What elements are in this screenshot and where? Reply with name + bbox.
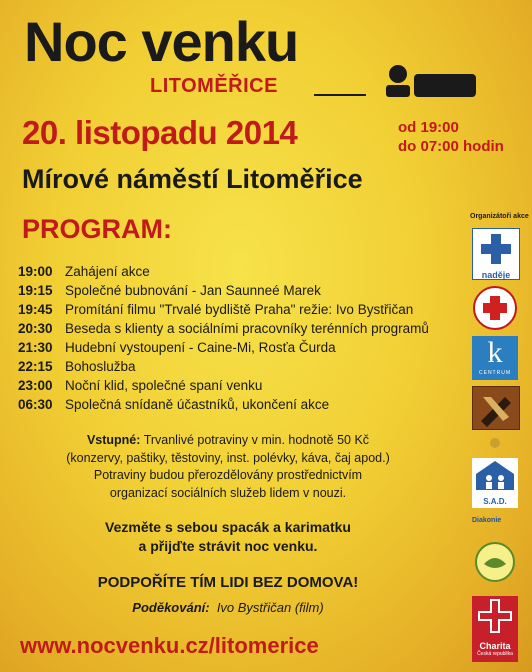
schedule-row [18,300,429,319]
event-times [398,118,504,156]
admission-label: Vstupné: [86,433,141,447]
admission-info [28,432,428,502]
event-title: Noc venku [24,10,299,73]
schedule-text: Noční klid, společné spaní venku [65,378,263,393]
charita-sub-label: Česká republika [477,651,513,657]
schedule-row [18,338,429,357]
sad-logo [472,458,518,508]
admission-line-4: organizací sociálních služeb lidem v nouzi. [109,485,347,500]
charita-label: Charita [479,641,511,651]
schedule-text: Beseda s klienty a sociálními pracovníky terénních programů [65,321,429,336]
city-name: LITOMĚŘICE [150,75,278,97]
nadeje-logo [472,228,520,280]
centrum-label: CENTRUM [479,370,511,376]
event-date: 20. listopadu 2014 [22,114,298,151]
nadeje-label: naděje [481,270,511,280]
schedule-text: Bohoslužba [65,359,136,374]
schedule-time: 19:45 [18,302,53,317]
time-from: od 19:00 [398,119,459,136]
schedule-time: 19:15 [18,283,53,298]
schedule-time: 06:30 [18,397,53,412]
schedule-row [18,319,429,338]
program-heading: PROGRAM: [22,214,172,244]
schedule-row [18,281,429,300]
support-slogan: PODPOŘÍTE TÍM LIDI BEZ DOMOVA! [97,574,359,591]
organizers-title: Organizátoři akce [470,213,529,220]
schedule-row [18,357,429,376]
schedule-time: 23:00 [18,378,53,393]
hammer-icon [473,387,519,429]
red-cross-logo [472,285,518,331]
bring-note [28,518,428,556]
schedule-time: 22:15 [18,359,53,374]
sleeping-person-icon [384,64,478,98]
schedule-time: 19:00 [18,264,53,279]
cross-icon [473,229,519,267]
red-cross-icon [472,285,518,331]
centrum-logo: k CENTRUM [472,336,518,380]
sad-label: S.A.D. [483,497,507,506]
event-place: Mírové náměstí Litoměřice [22,164,363,194]
thanks-note [28,600,428,615]
leaf-circle-icon [472,540,518,584]
bring-line-2: a přijďte strávit noc venku. [138,538,318,554]
schedule-text: Hudební vystoupení - Caine-Mi, Rosťa Čurda [65,340,336,355]
website-link[interactable]: www.nocvenku.cz/litomerice [20,633,319,658]
schedule-text: Společné bubnování - Jan Saunneé Marek [65,283,321,298]
schedule-time: 21:30 [18,340,53,355]
title-underline [314,94,366,96]
schedule-row [18,376,429,395]
diakonie-logo: Diakonie [472,517,502,524]
admission-line-2: (konzervy, paštiky, těstoviny, inst. polévky, káva, čaj apod.) [66,450,390,465]
tools-logo [472,386,520,430]
bring-line-1: Vezměte s sebou spacák a karimatku [105,519,351,535]
schedule-row [18,262,429,281]
schedule-row [18,395,429,414]
schedule-text: Zahájení akce [65,264,150,279]
admission-line-1: Trvanlivé potraviny v min. hodnotě 50 Kč [143,433,370,447]
schedule-text: Společná snídaně účastníků, ukončení akce [65,397,330,412]
time-to: do 07:00 hodin [398,138,504,155]
round-logo [472,540,518,584]
charita-logo [472,596,518,662]
small-emblem [472,436,518,450]
program-schedule [18,262,429,414]
thanks-label: Poděkování: [132,600,210,615]
thanks-text: Ivo Bystřičan (film) [216,600,324,615]
charita-cross-icon [472,596,518,636]
schedule-text: Promítání filmu "Trvalé bydliště Praha" režie: Ivo Bystřičan [65,302,414,317]
admission-line-3: Potraviny budou přerozdělovány prostřednictvím [93,468,363,482]
house-icon [472,458,518,492]
schedule-time: 20:30 [18,321,53,336]
